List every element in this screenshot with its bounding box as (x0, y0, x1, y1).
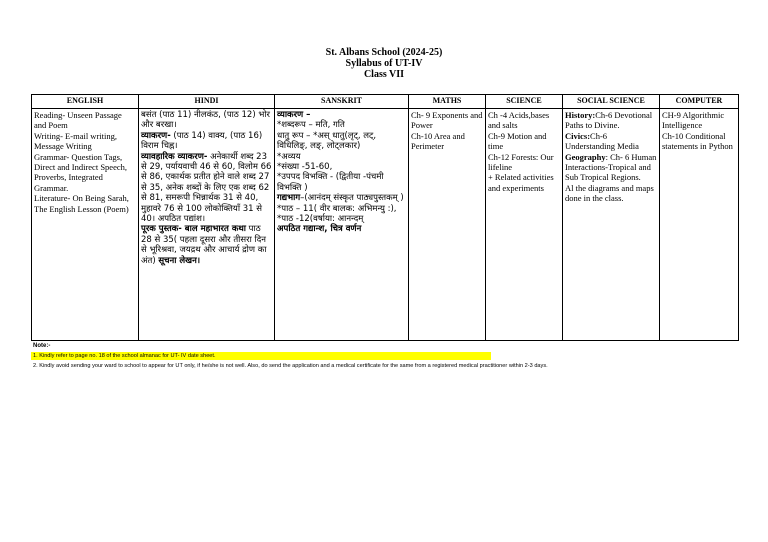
syllabus-title: Syllabus of UT-IV (345, 58, 423, 69)
science-ch9: Ch-9 Motion and time (488, 130, 547, 152)
science-activities: + Related activities and experiments (488, 172, 554, 193)
sanskrit-cell (275, 109, 409, 341)
science-ch12: Ch-12 Forests: Our lifeline (488, 151, 554, 173)
english-writing: Writing- E-mail writing, Message Writing (34, 130, 117, 152)
col-maths: MATHS (409, 95, 486, 109)
science-cell (486, 109, 563, 341)
science-ch4: Ch -4 Acids,bases and salts (488, 110, 550, 131)
note-1-highlighted: 1. Kindly refer to page no. 18 of the school almanac for UT- IV date sheet. (31, 352, 491, 360)
document-header (0, 47, 768, 80)
sanskrit-avyay: *अव्यय (277, 151, 301, 162)
sanskrit-grammar-heading: व्याकरण – (277, 110, 311, 120)
maths-ch9: Ch- 9 Exponents and Power (411, 110, 483, 131)
note-heading: Note:- (33, 343, 51, 349)
english-reading: Reading- Unseen Passage and Poem (34, 110, 122, 131)
social-science-cell (563, 109, 660, 341)
computer-ch9: CH-9 Algorithmic Intelligence (662, 110, 725, 131)
sanskrit-gadyabhag: गद्यभाग–(आनंदम् संस्कृत पाठ्यपुस्तकम् ) (277, 193, 404, 204)
col-science: SCIENCE (486, 95, 563, 109)
col-social-science: SOCIAL SCIENCE (563, 95, 660, 109)
col-computer: COMPUTER (660, 95, 739, 109)
sanskrit-sankhya: *संख्या -51-60, (277, 162, 333, 173)
english-literature: Literature- On Being Sarah, The English Lesson (Poem) (34, 193, 129, 214)
maths-ch10: Ch-10 Area and Perimeter (411, 130, 465, 152)
note-2: 2. Kindly avoid sending your ward to school to appear for UT only, if he/she is not well. Also, do send the application and a medical certificate for the same from a registered medical practitioner within 2-3 days. (33, 363, 548, 369)
sanskrit-path12: *पाठ -12(वर्षाया: आनन्दम् (277, 214, 364, 225)
syllabus-table (31, 94, 739, 341)
computer-ch10: Ch-10 Conditional statements in Python (662, 130, 733, 152)
hindi-basant: बसंत (पाठ 11) नीलकंठ, (पाठ 12) भोर और बरखा। (141, 110, 270, 131)
col-hindi: HINDI (139, 95, 275, 109)
computer-cell (660, 109, 739, 341)
class-label: Class VII (363, 69, 405, 80)
social-history: History:Ch-6 Devotional Paths to Divine. (565, 110, 653, 131)
table-header-row (32, 95, 739, 109)
english-cell (32, 109, 139, 341)
hindi-supplementary: पूरक पुस्तक- बाल महाभारत कथा पाठ 28 से 35( पहला दूसरा और तीसरा दिन से भूरिश्रवा, जयद्रथ और आचार्य द्रोण का अंत) सूचना लेखन। (141, 224, 267, 266)
social-geography: Geography: Ch- 6 Human Interactions-Tropical and Sub Tropical Regions. (565, 151, 657, 183)
hindi-practical-grammar: व्यावहारिक व्याकरण- अनेकार्थी शब्द 23 से 29, पर्यायवाची 46 से 60, विलोम 66 से 86, एकार्थक प्रतीत होने वाले शब्द 27 से 35, अनेक शब्दों के लिए एक शब्द 62 से 81, समरूपी भिन्नार्थक 31 से 40, मुहावरे 76 से 100 लोकोक्तियाँ 31 से 40। अपठित पद्यांश। (141, 151, 272, 225)
school-name: St. Albans School (2024-25) (325, 47, 443, 58)
hindi-grammar: व्याकरण- (पाठ 14) वाक्य, (पाठ 16) विराम चिह्न। (141, 130, 263, 152)
col-english: ENGLISH (32, 95, 139, 109)
social-extra: Al the diagrams and maps done in the class. (565, 182, 654, 204)
sanskrit-upapad: *उपपद विभक्ति - (द्वितीया -पंचमी विभक्ति ) (277, 172, 384, 193)
table-row (32, 109, 739, 341)
english-grammar: Grammar- Question Tags, Direct and Indirect Speech, Proverbs, Integrated Grammar. (34, 151, 127, 193)
sanskrit-unseen: अपठित गद्यान्श, चित्र वर्णन (277, 224, 362, 235)
col-sanskrit: SANSKRIT (275, 95, 409, 109)
social-civics: Civics:Ch-6 Understanding Media (565, 130, 639, 152)
sanskrit-dhaturup: धातु रूप – *अस् धातु(लृट्, लट्, विधिलिङ्, लङ्, लोट्लकार) (277, 130, 377, 152)
hindi-cell (139, 109, 275, 341)
maths-cell (409, 109, 486, 341)
sanskrit-path11: *पाठ – 11( वीर बालक: अभिमन्यु :), (277, 203, 397, 214)
sanskrit-shabdarup: *शब्दरूप – मति, गति (277, 120, 345, 131)
